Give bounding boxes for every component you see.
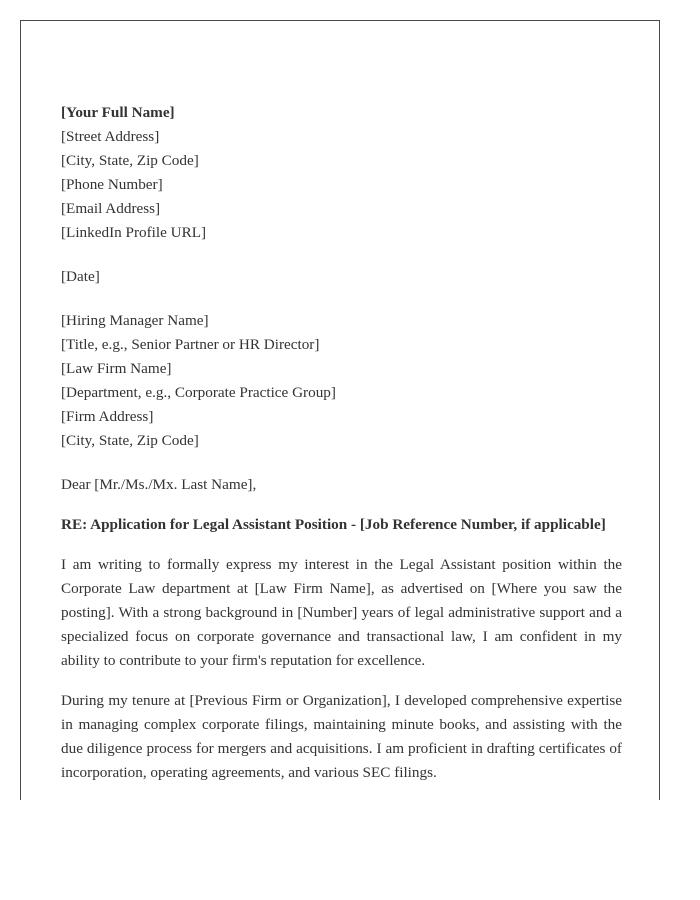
recipient-block — [61, 309, 622, 453]
body-paragraph-2: During my tenure at [Previous Firm or Organization], I developed comprehensive expertise in managing complex corporate filings, maintaining minute books, and assisting with the due diligence process for mergers and acquisitions. I am proficient in drafting certificates of incorporation, operating agreements, and various SEC filings. — [61, 692, 622, 781]
sender-linkedin: [LinkedIn Profile URL] — [61, 224, 207, 241]
sender-email: [Email Address] — [61, 200, 161, 217]
letter-date: [Date] — [61, 268, 100, 285]
recipient-department: [Department, e.g., Corporate Practice Group] — [61, 384, 336, 401]
body-paragraph-1: I am writing to formally express my interest in the Legal Assistant position within the Corporate Law department at [Law Firm Name], as advertised on [Where you saw the posting]. With a strong background in [Number] years of legal administrative support and a specialized focus on corporate governance and transactional law, I am confident in my ability to contribute to your firm's reputation for excellence. — [61, 556, 622, 669]
sender-city: [City, State, Zip Code] — [61, 152, 199, 169]
subject-line: RE: Application for Legal Assistant Position - [Job Reference Number, if applicable] — [61, 516, 606, 533]
letter-content — [61, 101, 622, 800]
recipient-city: [City, State, Zip Code] — [61, 432, 199, 449]
sender-phone: [Phone Number] — [61, 176, 163, 193]
letter-page — [20, 20, 660, 800]
sender-name: [Your Full Name] — [61, 104, 175, 121]
recipient-title: [Title, e.g., Senior Partner or HR Director] — [61, 336, 320, 353]
salutation: Dear [Mr./Ms./Mx. Last Name], — [61, 476, 257, 493]
recipient-name: [Hiring Manager Name] — [61, 312, 209, 329]
sender-block — [61, 101, 622, 245]
recipient-firm: [Law Firm Name] — [61, 360, 172, 377]
sender-street: [Street Address] — [61, 128, 160, 145]
date-block — [61, 265, 622, 289]
recipient-address: [Firm Address] — [61, 408, 154, 425]
